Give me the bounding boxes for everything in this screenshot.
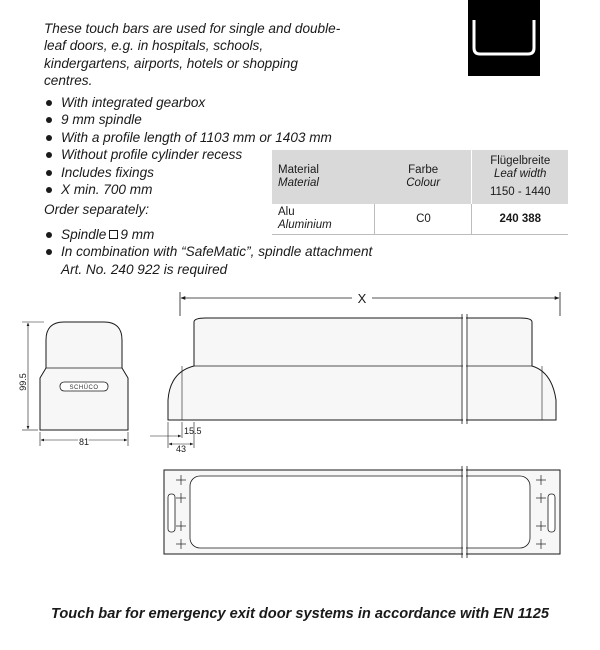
feature-item: X min. 700 mm	[44, 181, 332, 198]
x-dimension-label: X	[357, 291, 367, 306]
cell-article-number: 240 388	[472, 204, 568, 235]
table-header-row	[272, 150, 568, 204]
profile-icon-box	[468, 0, 540, 76]
x-dimension	[180, 291, 560, 316]
end-view	[18, 322, 128, 447]
feature-item: With integrated gearbox	[44, 94, 332, 111]
feature-item: With a profile length of 1103 mm or 1403 mm	[44, 129, 332, 146]
feature-item: Includes fixings	[44, 164, 332, 181]
brand-logo-text: SCHÜCO	[69, 385, 99, 391]
technical-drawing	[0, 280, 600, 590]
header-colour-en: Colour	[406, 177, 441, 189]
header-leaf-width	[472, 150, 568, 204]
feature-item: 9 mm spindle	[44, 111, 332, 128]
spindle-suffix: 9 mm	[120, 227, 155, 242]
offset-large-label: 43	[175, 444, 187, 454]
header-width-en: Leaf width	[494, 168, 547, 180]
header-width-range: 1150 - 1440	[489, 186, 551, 198]
header-material	[272, 150, 375, 204]
header-width-de: Flügelbreite	[490, 155, 551, 167]
feature-item: Without profile cylinder recess	[44, 146, 332, 163]
top-view	[164, 466, 560, 558]
header-colour	[375, 150, 472, 204]
cell-material-de: Alu	[278, 206, 295, 218]
front-view	[150, 314, 556, 454]
square-symbol-icon	[109, 230, 118, 239]
offset-small-label: 15.5	[184, 426, 202, 436]
caption: Touch bar for emergency exit door systems in accordance with EN 1125	[51, 606, 549, 622]
spindle-prefix: Spindle	[61, 227, 107, 242]
header-colour-de: Farbe	[408, 164, 439, 176]
header-material-en: Material	[278, 177, 319, 189]
cell-material-en: Aluminium	[278, 219, 332, 231]
order-separately-label: Order separately:	[44, 202, 150, 217]
u-profile-icon	[468, 0, 540, 76]
cell-colour: C0	[375, 204, 472, 235]
width-dimension-label: 81	[78, 437, 90, 447]
cell-material	[272, 204, 375, 235]
height-dimension-label: 99.5	[18, 373, 28, 391]
intro-text: These touch bars are used for single and double-leaf doors, e.g. in hospitals, schools, kindergartens, airports, hotels or shopping centres.	[44, 21, 341, 89]
order-item-combination: In combination with “SafeMatic”, spindle attachment Art. No. 240 922 is required	[44, 243, 374, 278]
header-material-de: Material	[278, 164, 319, 176]
table-row	[272, 204, 568, 235]
spec-table	[272, 150, 568, 235]
